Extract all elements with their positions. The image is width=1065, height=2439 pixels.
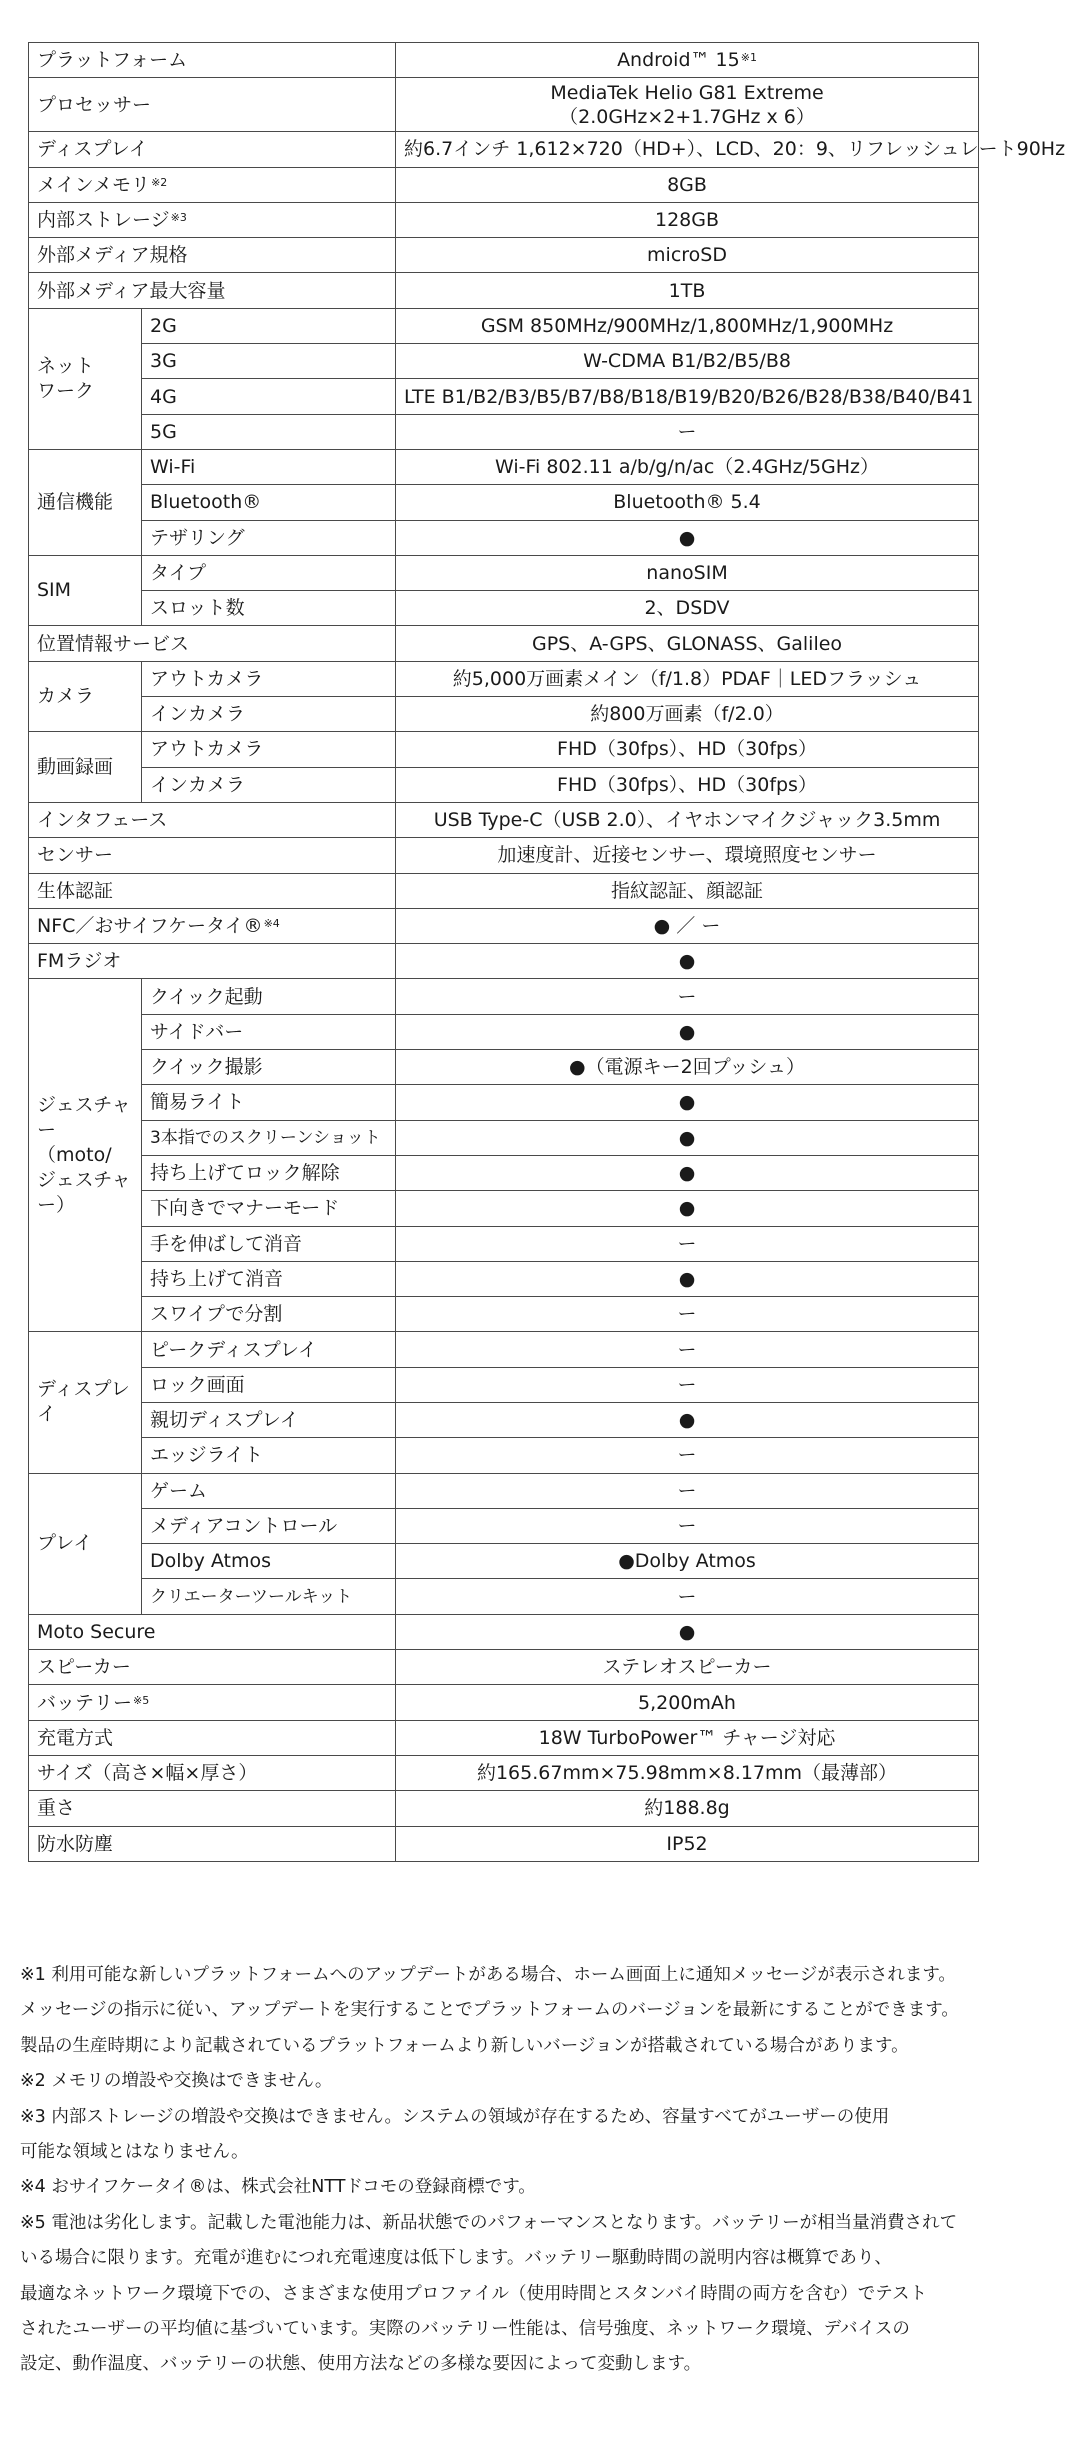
spec-value: ステレオスピーカー [396,1650,979,1685]
footnote-ref: ※3 [170,211,187,225]
spec-sublabel: 手を伸ばして消音 [142,1226,396,1261]
spec-row [29,1826,979,1861]
spec-value: 18W TurboPower™ チャージ対応 [396,1720,979,1755]
spec-row [29,202,979,237]
spec-value: ー [396,979,979,1014]
spec-row [29,344,979,379]
footnote-ref: ※2 [151,175,168,189]
spec-row [29,1544,979,1579]
spec-value: ー [396,1367,979,1402]
spec-sublabel: スロット数 [142,591,396,626]
spec-sublabel: インカメラ [142,767,396,802]
spec-sublabel: メディアコントロール [142,1508,396,1543]
spec-group-label: カメラ [29,661,142,732]
footnote-ref: ※4 [263,916,280,930]
footnote-line: ※5 電池は劣化します。記載した電池能力は、新品状態でのパフォーマンスとなります。バッテリーが相当量消費されて [20,2212,958,2233]
spec-row [29,661,979,696]
spec-row [29,485,979,520]
footnote-line: 最適なネットワーク環境下での、さまざまな使用プロファイル（使用時間とスタンバイ時間の両方を含む）でテスト [20,2283,928,2304]
spec-value: nanoSIM [396,555,979,590]
spec-value: 1TB [396,273,979,308]
footnote-line: 製品の生産時期により記載されているプラットフォームより新しいバージョンが搭載されている場合があります。 [20,2035,909,2056]
spec-sublabel: 持ち上げてロック解除 [142,1155,396,1190]
footnote-line: いる場合に限ります。充電が進むにつれ充電速度は低下します。バッテリー駆動時間の説明内容は概算であり、 [20,2248,892,2269]
spec-sublabel: サイドバー [142,1014,396,1049]
spec-value: MediaTek Helio G81 Extreme （2.0GHz×2+1.7GHz x 6） [396,78,979,132]
spec-value: 5,200mAh [396,1685,979,1720]
spec-value: ● ／ ー [396,908,979,943]
spec-sublabel: ピークディスプレイ [142,1332,396,1367]
spec-value: ー [396,1297,979,1332]
spec-group-label: SIM [29,555,142,626]
spec-row [29,1402,979,1437]
spec-value: Android™ 15$^{※1}$ [396,43,979,78]
spec-group-label: ネット ワーク [29,308,142,449]
spec-sublabel: 4G [142,379,396,414]
spec-label: バッテリー$^{※5}$ [29,1685,396,1720]
spec-row [29,414,979,449]
spec-row [29,379,979,414]
spec-row [29,979,979,1014]
spec-row [29,520,979,555]
spec-label: 外部メディア最大容量 [29,273,396,308]
spec-value: ● [396,1614,979,1649]
spec-row [29,78,979,132]
spec-value: ●（電源キー2回プッシュ） [396,1050,979,1085]
spec-value: 約165.67mm×75.98mm×8.17mm（最薄部） [396,1755,979,1790]
spec-row [29,1367,979,1402]
spec-value: microSD [396,238,979,273]
spec-row [29,132,979,167]
spec-sublabel: 簡易ライト [142,1085,396,1120]
footnote-line: ※4 おサイフケータイ®は、株式会社NTTドコモの登録商標です。 [20,2177,536,2198]
spec-value: ● [396,1155,979,1190]
spec-row [29,1261,979,1296]
spec-sublabel: Wi-Fi [142,449,396,484]
spec-row [29,1791,979,1826]
footnote-ref: ※5 [133,1693,150,1707]
spec-value: ● [396,1402,979,1437]
spec-sublabel: ロック画面 [142,1367,396,1402]
spec-label: FMラジオ [29,944,396,979]
spec-row [29,1191,979,1226]
footnote-line: メッセージの指示に従い、アップデートを実行することでプラットフォームのバージョンを最新にすることができます。 [20,2000,959,2021]
footnote-line: ※1 利用可能な新しいプラットフォームへのアップデートがある場合、ホーム画面上に通知メッセージが表示されます。 [20,1965,956,1985]
spec-sublabel: クイック撮影 [142,1050,396,1085]
spec-label: Moto Secure [29,1614,396,1649]
spec-sublabel: Bluetooth® [142,485,396,520]
spec-row [29,873,979,908]
spec-row [29,555,979,590]
spec-row [29,838,979,873]
spec-row [29,1685,979,1720]
spec-sublabel: エッジライト [142,1438,396,1473]
spec-row [29,1085,979,1120]
footnotes [20,1958,980,2383]
spec-row [29,626,979,661]
spec-row [29,1226,979,1261]
spec-value: 8GB [396,167,979,202]
footnote-ref: ※1 [740,51,757,65]
spec-label: メインメモリ$^{※2}$ [29,167,396,202]
spec-value: 指紋認証、顔認証 [396,873,979,908]
spec-sublabel: アウトカメラ [142,661,396,696]
spec-row [29,1755,979,1790]
spec-sublabel: タイプ [142,555,396,590]
spec-sublabel: スワイプで分割 [142,1297,396,1332]
footnote-line: ※3 内部ストレージの増設や交換はできません。システムの領域が存在するため、容量すべてがユーザーの使用 [20,2106,890,2127]
spec-sublabel: 親切ディスプレイ [142,1402,396,1437]
spec-value: IP52 [396,1826,979,1861]
spec-value: 加速度計、近接センサー、環境照度センサー [396,838,979,873]
spec-row [29,1438,979,1473]
spec-value: ● [396,1261,979,1296]
spec-row [29,944,979,979]
spec-label: 充電方式 [29,1720,396,1755]
spec-row [29,1050,979,1085]
spec-value: ● [396,944,979,979]
spec-group-label: ジェスチャー （moto/ ジェスチャー） [29,979,142,1332]
spec-label: 防水防塵 [29,1826,396,1861]
spec-value: Bluetooth® 5.4 [396,485,979,520]
spec-row [29,1473,979,1508]
spec-group-label: 通信機能 [29,449,142,555]
spec-value: ー [396,1226,979,1261]
footnote-line: ※2 メモリの増設や交換はできません。 [20,2071,333,2092]
spec-value: ● [396,1014,979,1049]
spec-value: 約6.7インチ 1,612×720（HD+）、LCD、20：9、リフレッシュレート90Hz [396,132,979,167]
spec-row [29,167,979,202]
spec-sublabel: クイック起動 [142,979,396,1014]
spec-label: NFC／おサイフケータイ®$^{※4}$ [29,908,396,943]
spec-value: ● [396,520,979,555]
spec-value: GPS、A-GPS、GLONASS、Galileo [396,626,979,661]
spec-sublabel: 3本指でのスクリーンショット [142,1120,396,1155]
spec-value: ー [396,414,979,449]
spec-label: プラットフォーム [29,43,396,78]
spec-value: ー [396,1579,979,1614]
spec-value: ● [396,1191,979,1226]
spec-sublabel: クリエーターツールキット [142,1579,396,1614]
spec-row [29,1650,979,1685]
spec-value: LTE B1/B2/B3/B5/B7/B8/B18/B19/B20/B26/B28/B38/B40/B41 [396,379,979,414]
spec-label: 外部メディア規格 [29,238,396,273]
footnote-line: 設定、動作温度、バッテリーの状態、使用方法などの多様な要因によって変動します。 [20,2354,702,2375]
spec-row [29,238,979,273]
spec-group-label: プレイ [29,1473,142,1614]
spec-sublabel: インカメラ [142,697,396,732]
spec-row [29,273,979,308]
spec-row [29,908,979,943]
spec-value: 約5,000万画素メイン（f/1.8）PDAF｜LEDフラッシュ [396,661,979,696]
footnote-line: されたユーザーの平均値に基づいています。実際のバッテリー性能は、信号強度、ネットワーク環境、デバイスの [20,2319,910,2340]
spec-sublabel: 2G [142,308,396,343]
spec-row [29,1508,979,1543]
spec-value: GSM 850MHz/900MHz/1,800MHz/1,900MHz [396,308,979,343]
spec-label: センサー [29,838,396,873]
spec-label: サイズ（高さ×幅×厚さ） [29,1755,396,1790]
spec-sublabel: ゲーム [142,1473,396,1508]
spec-value: ● [396,1085,979,1120]
spec-sublabel: 持ち上げて消音 [142,1261,396,1296]
spec-value: ー [396,1508,979,1543]
spec-label: 内部ストレージ$^{※3}$ [29,202,396,237]
spec-label: インタフェース [29,802,396,837]
spec-sublabel: アウトカメラ [142,732,396,767]
spec-row [29,697,979,732]
spec-row [29,1120,979,1155]
spec-sublabel: 下向きでマナーモード [142,1191,396,1226]
spec-value: ● [396,1120,979,1155]
spec-value: ●Dolby Atmos [396,1544,979,1579]
spec-label: 生体認証 [29,873,396,908]
spec-row [29,1720,979,1755]
spec-label: プロセッサー [29,78,396,132]
spec-group-label: 動画録画 [29,732,142,803]
spec-row [29,1579,979,1614]
spec-value: 約800万画素（f/2.0） [396,697,979,732]
spec-label: 位置情報サービス [29,626,396,661]
spec-value: FHD（30fps）、HD（30fps） [396,732,979,767]
spec-row [29,591,979,626]
spec-sublabel: Dolby Atmos [142,1544,396,1579]
spec-row [29,1014,979,1049]
spec-value: FHD（30fps）、HD（30fps） [396,767,979,802]
spec-value: 2、DSDV [396,591,979,626]
spec-value: USB Type-C（USB 2.0）、イヤホンマイクジャック3.5mm [396,802,979,837]
spec-row [29,1297,979,1332]
spec-table [28,42,1065,1862]
spec-row [29,802,979,837]
spec-row [29,767,979,802]
spec-label: 重さ [29,1791,396,1826]
spec-row [29,308,979,343]
spec-label: ディスプレイ [29,132,396,167]
spec-value: ー [396,1332,979,1367]
spec-row [29,1155,979,1190]
spec-sublabel: 3G [142,344,396,379]
spec-value: 128GB [396,202,979,237]
spec-row [29,732,979,767]
spec-row [29,43,979,78]
spec-value: W-CDMA B1/B2/B5/B8 [396,344,979,379]
spec-value: ー [396,1438,979,1473]
footnote-line: 可能な領域とはなりません。 [20,2142,249,2163]
spec-sublabel: 5G [142,414,396,449]
spec-row [29,1614,979,1649]
spec-row [29,1332,979,1367]
spec-value: ー [396,1473,979,1508]
spec-group-label: ディスプレイ [29,1332,142,1473]
spec-row [29,449,979,484]
spec-value: 約188.8g [396,1791,979,1826]
spec-value: Wi-Fi 802.11 a/b/g/n/ac（2.4GHz/5GHz） [396,449,979,484]
spec-label: スピーカー [29,1650,396,1685]
spec-sublabel: テザリング [142,520,396,555]
